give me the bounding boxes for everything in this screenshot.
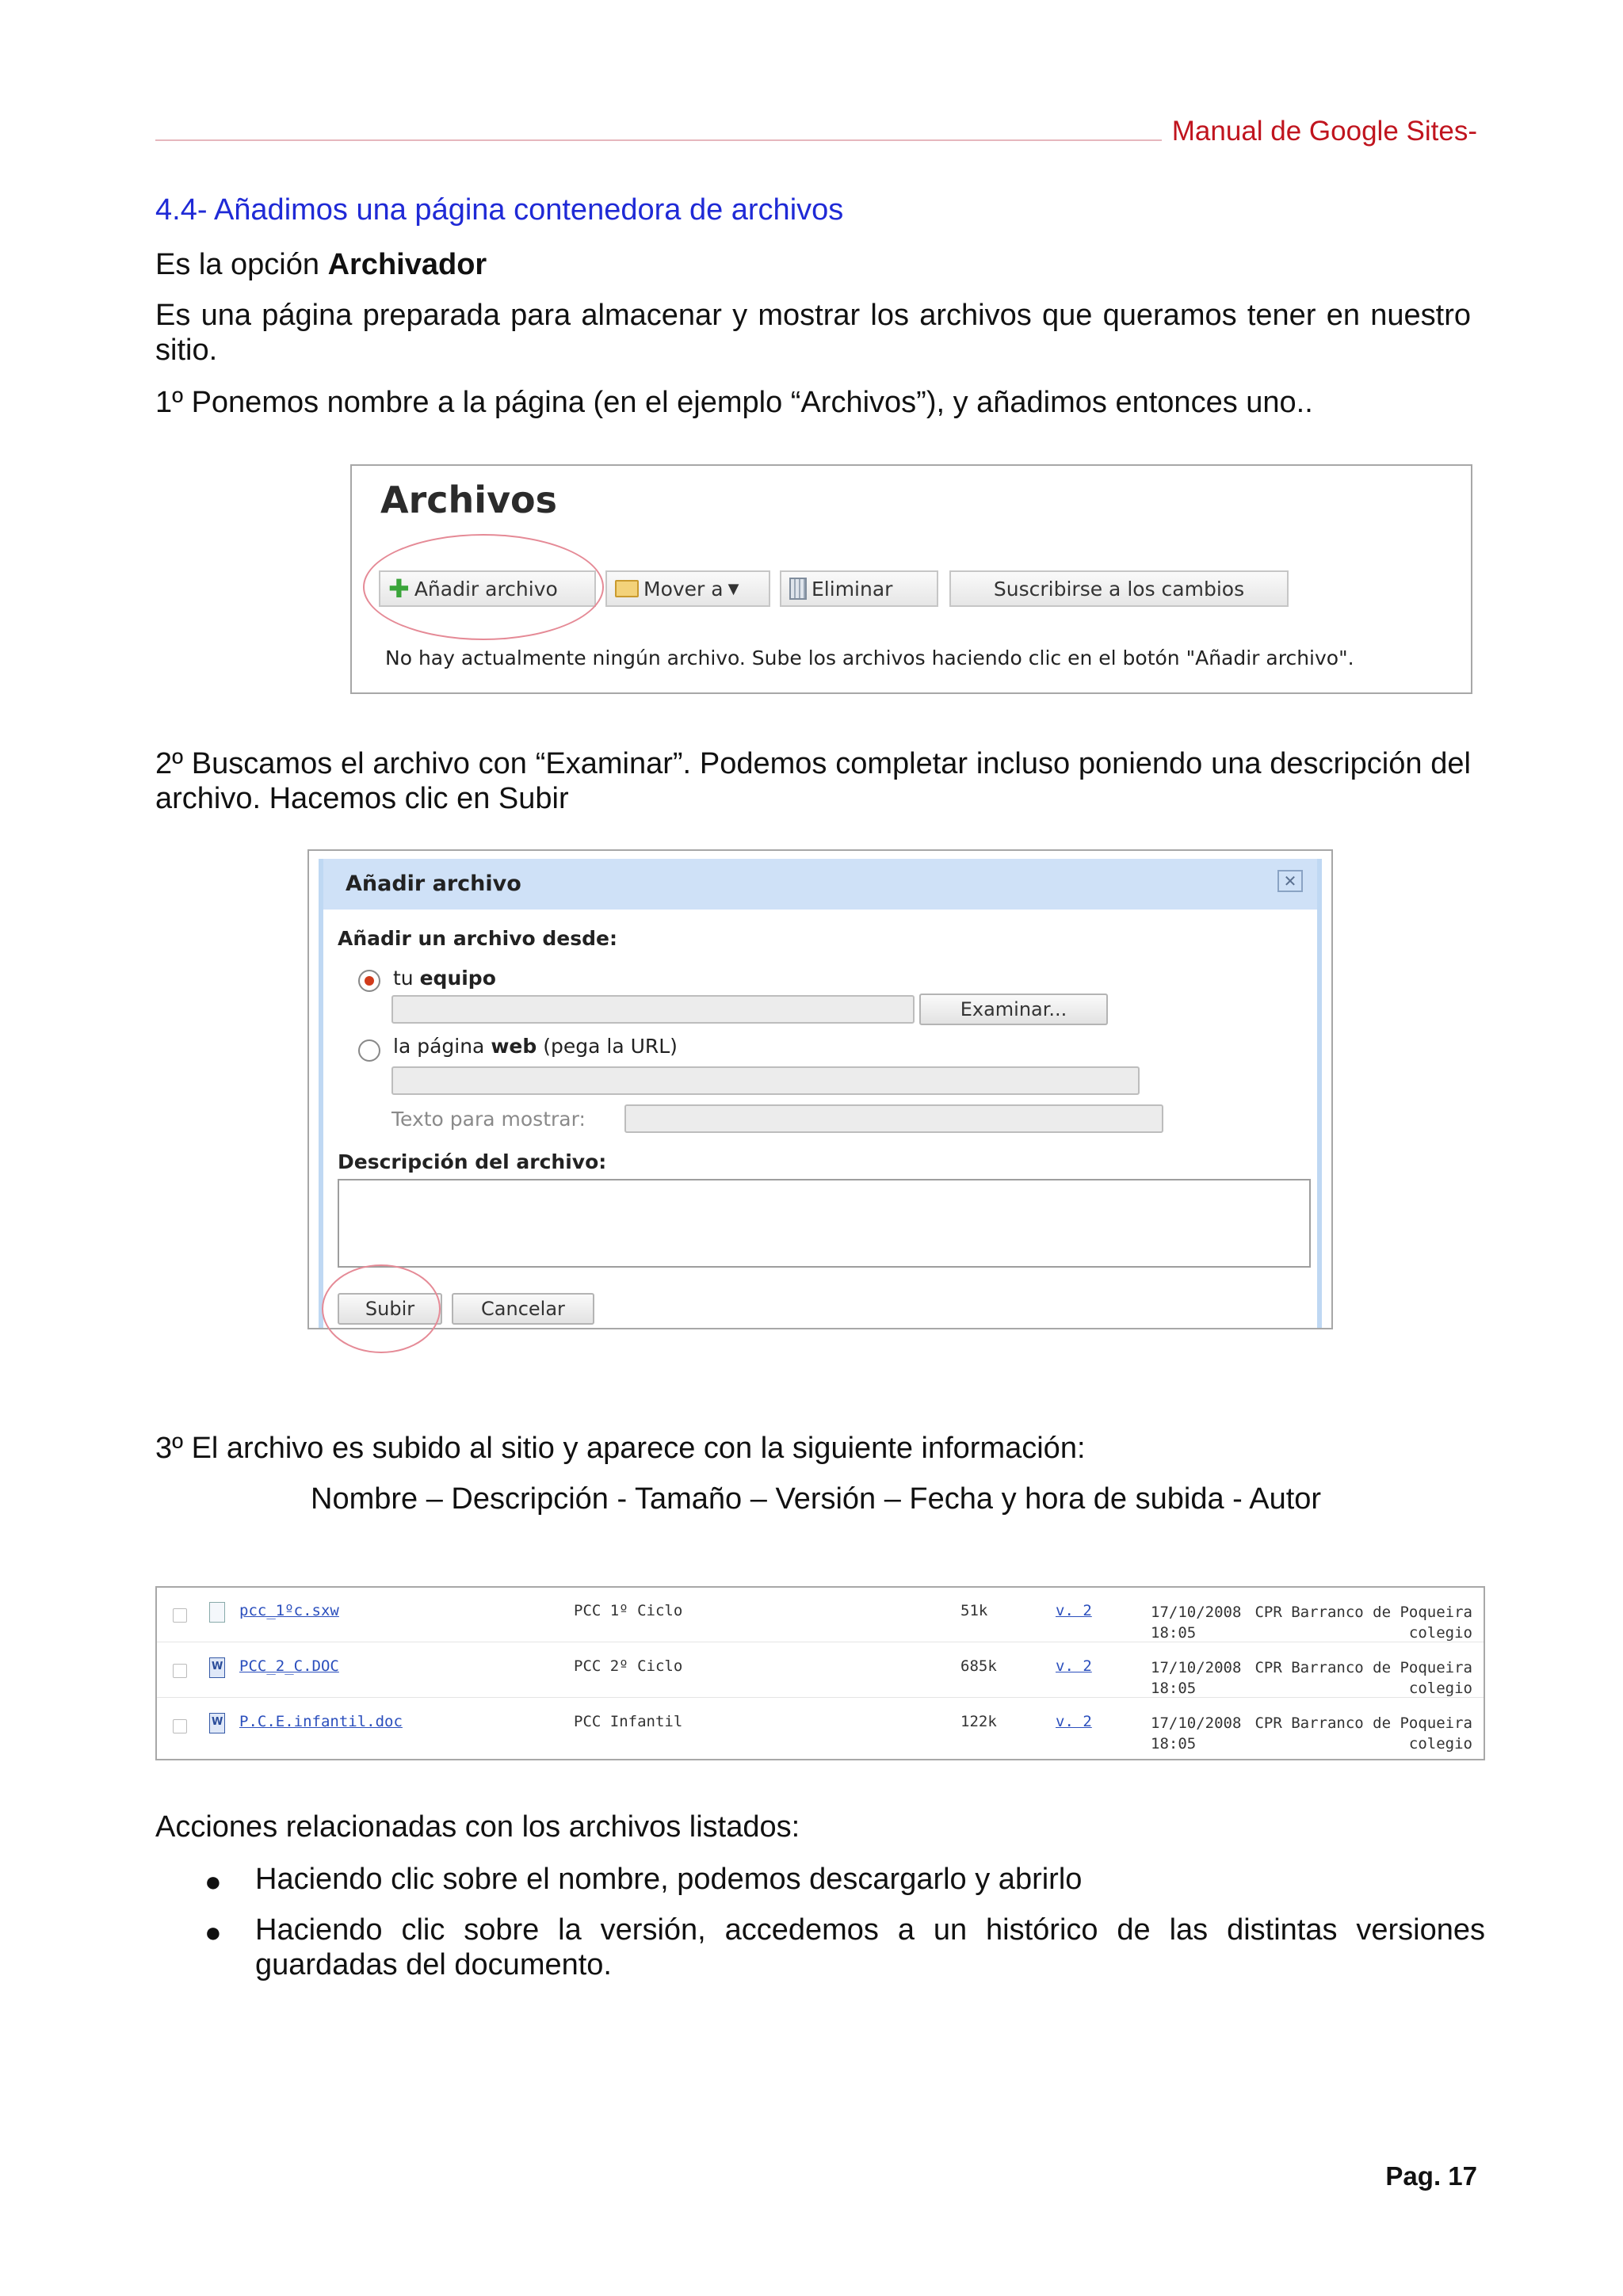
radio-web[interactable] (358, 1039, 380, 1062)
subscribe-button[interactable] (949, 570, 1289, 607)
trash-icon (789, 578, 807, 600)
file-version-link[interactable]: v. 2 (1056, 1602, 1092, 1619)
option-computer-pre: tu (393, 967, 420, 990)
add-file-button[interactable] (379, 570, 596, 607)
author-line1: CPR Barranco de Poqueira (1254, 1659, 1472, 1676)
author-line2: colegio (1408, 1680, 1472, 1697)
file-author (1254, 1657, 1472, 1699)
display-text-input[interactable] (624, 1104, 1163, 1133)
header-rule (155, 139, 1162, 141)
page-number: Pag. 17 (1385, 2161, 1477, 2191)
file-description: PCC 2º Ciclo (574, 1657, 683, 1675)
file-path-input[interactable] (391, 995, 915, 1024)
subscribe-label: Suscribirse a los cambios (993, 577, 1245, 601)
bullet-item: Haciendo clic sobre la versión, accedemos a un histórico de las distintas versiones guardadas del documento. (255, 1913, 1485, 1981)
option-web-bold: web (491, 1035, 537, 1058)
file-author (1254, 1713, 1472, 1754)
word-doc-icon (209, 1657, 225, 1678)
move-to-button[interactable] (605, 570, 770, 607)
table-row (157, 1699, 1484, 1753)
bullet-marker: ● (204, 1916, 222, 1948)
move-to-label: Mover a (643, 577, 724, 601)
author-line1: CPR Barranco de Poqueira (1254, 1714, 1472, 1732)
fields-line: Nombre – Descripción - Tamaño – Versión – Fecha y hora de subida - Autor (311, 1482, 1322, 1516)
archivos-title: Archivos (380, 479, 558, 521)
folder-icon (615, 580, 639, 597)
author-line2: colegio (1408, 1624, 1472, 1642)
step1-paragraph: 1º Ponemos nombre a la página (en el ejemplo “Archivos”), y añadimos entonces uno.. (155, 386, 1313, 419)
row-checkbox[interactable] (173, 1608, 187, 1623)
file-size: 51k (960, 1602, 988, 1619)
delete-label: Eliminar (812, 577, 893, 601)
file-name-link[interactable]: P.C.E.infantil.doc (239, 1713, 403, 1730)
delete-button[interactable] (780, 570, 938, 607)
radio-computer[interactable] (358, 970, 380, 992)
upload-button[interactable]: Subir (338, 1293, 442, 1325)
row-checkbox[interactable] (173, 1664, 187, 1678)
dialog-title: Añadir archivo (346, 871, 521, 896)
option-computer-bold: equipo (419, 967, 496, 990)
bullet-marker: ● (204, 1865, 222, 1897)
bullet-item: Haciendo clic sobre el nombre, podemos descargarlo y abrirlo (255, 1863, 1083, 1896)
dialog-frame (319, 859, 1322, 1328)
word-doc-icon (209, 1713, 225, 1733)
file-date: 17/10/2008 (1151, 1604, 1242, 1621)
row-checkbox[interactable] (173, 1719, 187, 1733)
plus-icon: ✚ (388, 574, 410, 604)
file-datetime (1151, 1602, 1241, 1643)
option-web-pre: la página (393, 1035, 491, 1058)
description-label: Descripción del archivo: (338, 1150, 607, 1173)
file-date: 17/10/2008 (1151, 1714, 1242, 1732)
description-textarea[interactable] (338, 1179, 1311, 1268)
add-file-label: Añadir archivo (414, 577, 558, 601)
option-computer-label (393, 967, 496, 990)
option-web-post: (pega la URL) (537, 1035, 678, 1058)
file-list-screenshot (155, 1586, 1485, 1760)
author-line2: colegio (1408, 1735, 1472, 1753)
option-name: Archivador (327, 248, 487, 281)
option-line (155, 247, 487, 282)
source-label: Añadir un archivo desde: (338, 927, 617, 950)
chevron-down-icon: ▼ (727, 580, 739, 597)
file-size: 685k (960, 1657, 997, 1675)
header-title: Manual de Google Sites- (1171, 116, 1477, 147)
file-version-link[interactable]: v. 2 (1056, 1657, 1092, 1675)
intro-paragraph: Es una página preparada para almacenar y mostrar los archivos que queramos tener en nuestro sitio. (155, 299, 1471, 367)
add-file-dialog-screenshot (307, 849, 1333, 1329)
browse-button[interactable]: Examinar... (919, 994, 1108, 1025)
empty-message: No hay actualmente ningún archivo. Sube los archivos haciendo clic en el botón "Añadir archivo". (385, 646, 1354, 669)
author-line1: CPR Barranco de Poqueira (1254, 1604, 1472, 1621)
close-icon[interactable]: ✕ (1277, 870, 1303, 892)
file-name-link[interactable]: pcc_1ºc.sxw (239, 1602, 339, 1619)
file-time: 18:05 (1151, 1624, 1197, 1642)
cancel-button[interactable]: Cancelar (452, 1293, 594, 1325)
file-datetime (1151, 1713, 1241, 1754)
file-size: 122k (960, 1713, 997, 1730)
step3-paragraph: 3º El archivo es subido al sitio y aparece con la siguiente información: (155, 1432, 1086, 1465)
file-description: PCC Infantil (574, 1713, 683, 1730)
display-text-label: Texto para mostrar: (391, 1108, 586, 1131)
file-name-link[interactable]: PCC_2_C.DOC (239, 1657, 339, 1675)
file-time: 18:05 (1151, 1735, 1197, 1753)
actions-title: Acciones relacionadas con los archivos listados: (155, 1810, 800, 1844)
section-heading: 4.4- Añadimos una página contenedora de archivos (155, 193, 844, 227)
file-date: 17/10/2008 (1151, 1659, 1242, 1676)
archivos-screenshot (350, 464, 1472, 694)
option-prefix: Es la opción (155, 248, 328, 281)
option-web-label (393, 1035, 678, 1058)
table-row (157, 1643, 1484, 1698)
file-version-link[interactable]: v. 2 (1056, 1713, 1092, 1730)
file-datetime (1151, 1657, 1241, 1699)
dialog-header (323, 859, 1317, 910)
file-icon (209, 1602, 225, 1623)
file-description: PCC 1º Ciclo (574, 1602, 683, 1619)
url-input[interactable] (391, 1066, 1140, 1095)
step2-paragraph: 2º Buscamos el archivo con “Examinar”. Podemos completar incluso poniendo una descripción del archivo. Hacemos clic en Subir (155, 747, 1471, 815)
file-time: 18:05 (1151, 1680, 1197, 1697)
table-row (157, 1588, 1484, 1642)
file-author (1254, 1602, 1472, 1643)
